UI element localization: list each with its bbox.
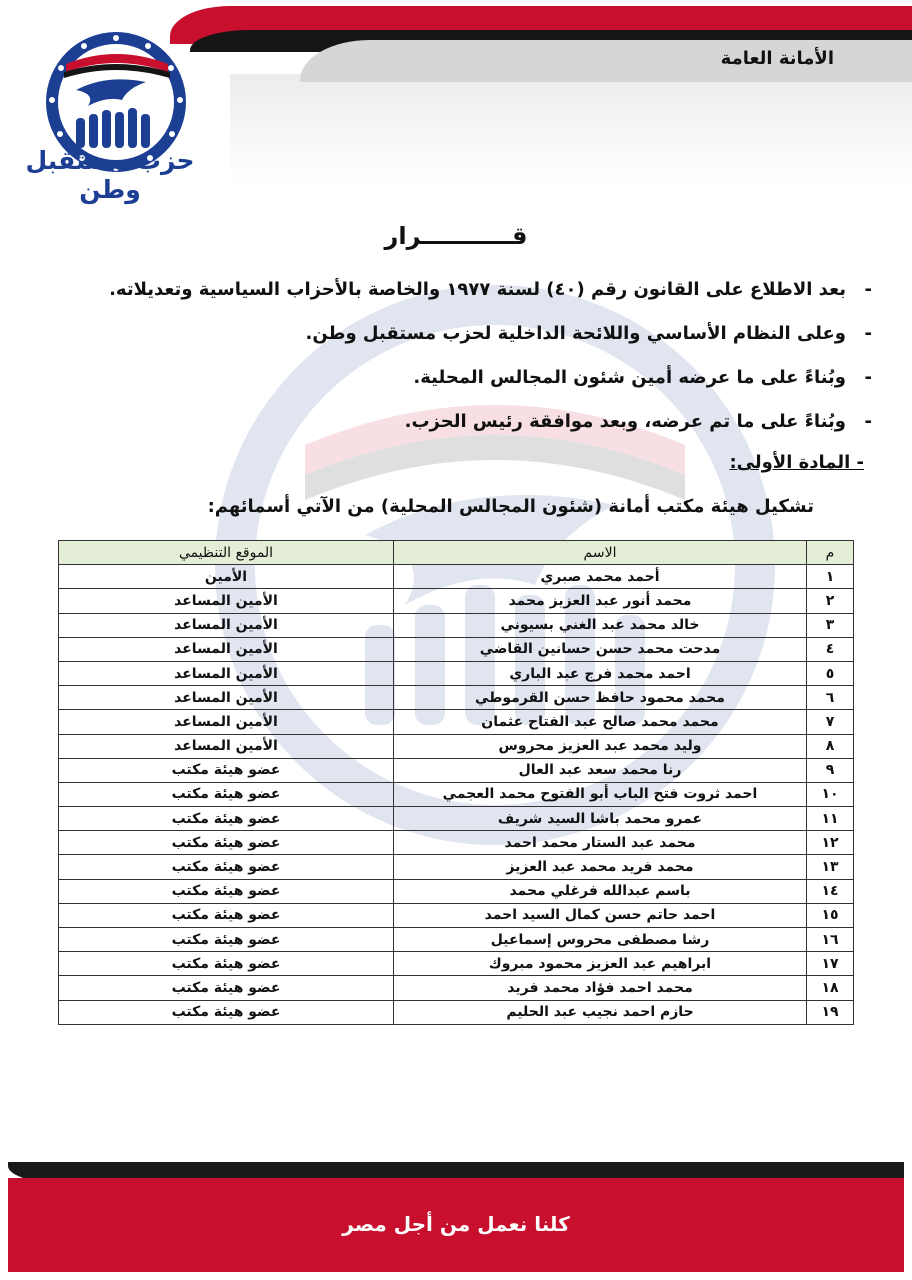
row-index: ١٥ — [807, 903, 854, 927]
row-name: باسم عبدالله فرغلي محمد — [394, 879, 807, 903]
row-name: وليد محمد عبد العزيز محروس — [394, 734, 807, 758]
row-name: خالد محمد عبد الغني بسيوني — [394, 613, 807, 637]
row-name: احمد حاتم حسن كمال السيد احمد — [394, 903, 807, 927]
clause-text: وبُناءً على ما تم عرضه، وبعد موافقة رئيس الحزب. — [404, 411, 846, 432]
decision-title: قـــــــــــرار — [384, 222, 528, 250]
table-row — [59, 952, 854, 976]
table-row — [59, 928, 854, 952]
row-index: ١٩ — [807, 1000, 854, 1024]
logo-party-name: حزب مستقبل وطن — [25, 146, 195, 204]
table-row — [59, 758, 854, 782]
clause-text: وبُناءً على ما عرضه أمين شئون المجالس المحلية. — [413, 367, 846, 388]
row-index: ١ — [807, 565, 854, 589]
row-index: ٩ — [807, 758, 854, 782]
header-name: الاسم — [394, 541, 807, 565]
clause-item — [112, 356, 872, 400]
row-position: عضو هيئة مكتب — [59, 831, 394, 855]
table-row — [59, 976, 854, 1000]
row-index: ١٣ — [807, 855, 854, 879]
row-index: ١٤ — [807, 879, 854, 903]
table-row — [59, 1000, 854, 1024]
row-position: الأمين المساعد — [59, 613, 394, 637]
row-name: محمد فريد محمد عبد العزيز — [394, 855, 807, 879]
row-index: ٧ — [807, 710, 854, 734]
clause-bullet: - — [864, 279, 872, 300]
row-position: الأمين المساعد — [59, 710, 394, 734]
row-index: ٦ — [807, 686, 854, 710]
row-name: محمد احمد فؤاد محمد فريد — [394, 976, 807, 1000]
header-index: م — [807, 541, 854, 565]
clause-text: وعلى النظام الأساسي واللائحة الداخلية لحزب مستقبل وطن. — [305, 323, 846, 344]
clause-item — [112, 312, 872, 356]
row-index: ١٧ — [807, 952, 854, 976]
table-row — [59, 613, 854, 637]
row-index: ١٨ — [807, 976, 854, 1000]
row-position: عضو هيئة مكتب — [59, 976, 394, 1000]
table-row — [59, 710, 854, 734]
table-row — [59, 855, 854, 879]
row-name: احمد محمد فرج عبد الباري — [394, 661, 807, 685]
row-name: عمرو محمد باشا السيد شريف — [394, 807, 807, 831]
table-row — [59, 565, 854, 589]
table-row — [59, 831, 854, 855]
clause-bullet: - — [864, 323, 872, 344]
row-name: رنا محمد سعد عبد العال — [394, 758, 807, 782]
row-name: ابراهيم عبد العزيز محمود مبروك — [394, 952, 807, 976]
table-row — [59, 589, 854, 613]
row-position: عضو هيئة مكتب — [59, 807, 394, 831]
clause-bullet: - — [864, 367, 872, 388]
row-position: عضو هيئة مكتب — [59, 855, 394, 879]
row-position: الأمين المساعد — [59, 637, 394, 661]
table-row — [59, 661, 854, 685]
row-position: عضو هيئة مكتب — [59, 782, 394, 806]
row-name: احمد ثروت فتح الباب أبو الفتوح محمد العجمي — [394, 782, 807, 806]
table-row — [59, 637, 854, 661]
row-name: محمد عبد الستار محمد احمد — [394, 831, 807, 855]
row-index: ١٢ — [807, 831, 854, 855]
clause-item — [112, 400, 872, 444]
row-position: عضو هيئة مكتب — [59, 928, 394, 952]
clause-bullet: - — [864, 411, 872, 432]
row-index: ٤ — [807, 637, 854, 661]
article-text: تشكيل هيئة مكتب أمانة (شئون المجالس المحلية) من الآتي أسمائهم: — [207, 496, 814, 517]
row-position: عضو هيئة مكتب — [59, 758, 394, 782]
row-position: الأمين المساعد — [59, 661, 394, 685]
article-heading: - المادة الأولى: — [729, 452, 864, 473]
row-index: ١٦ — [807, 928, 854, 952]
row-name: محمد محمود حافظ حسن القرموطي — [394, 686, 807, 710]
row-name: أحمد محمد صبري — [394, 565, 807, 589]
row-position: الأمين المساعد — [59, 686, 394, 710]
row-name: مدحت محمد حسن حسانين القاضي — [394, 637, 807, 661]
row-position: عضو هيئة مكتب — [59, 903, 394, 927]
table-row — [59, 903, 854, 927]
row-index: ٨ — [807, 734, 854, 758]
row-position: الأمين — [59, 565, 394, 589]
table-row — [59, 879, 854, 903]
row-position: الأمين المساعد — [59, 589, 394, 613]
table-row — [59, 782, 854, 806]
decision-clauses — [109, 268, 872, 444]
row-name: رشا مصطفى محروس إسماعيل — [394, 928, 807, 952]
row-position: عضو هيئة مكتب — [59, 879, 394, 903]
table-row — [59, 734, 854, 758]
row-position: الأمين المساعد — [59, 734, 394, 758]
clause-text: بعد الاطلاع على القانون رقم (٤٠) لسنة ١٩٧٧ والخاصة بالأحزاب السياسية وتعديلاته. — [109, 279, 846, 300]
row-name: محمد أنور عبد العزيز محمد — [394, 589, 807, 613]
header-title: الأمانة العامة — [720, 48, 834, 69]
row-index: ٣ — [807, 613, 854, 637]
header-fade — [230, 74, 912, 184]
row-index: ٢ — [807, 589, 854, 613]
row-name: حازم احمد نجيب عبد الحليم — [394, 1000, 807, 1024]
row-index: ١٠ — [807, 782, 854, 806]
row-index: ١١ — [807, 807, 854, 831]
table-header-row — [59, 541, 854, 565]
header-position: الموقع التنظيمي — [59, 541, 394, 565]
footer-slogan: كلنا نعمل من أجل مصر — [342, 1212, 570, 1236]
table-row — [59, 807, 854, 831]
members-table — [58, 540, 854, 1025]
clause-item — [109, 268, 872, 312]
row-position: عضو هيئة مكتب — [59, 952, 394, 976]
row-index: ٥ — [807, 661, 854, 685]
row-position: عضو هيئة مكتب — [59, 1000, 394, 1024]
row-name: محمد محمد صالح عبد الفتاح عثمان — [394, 710, 807, 734]
table-row — [59, 686, 854, 710]
